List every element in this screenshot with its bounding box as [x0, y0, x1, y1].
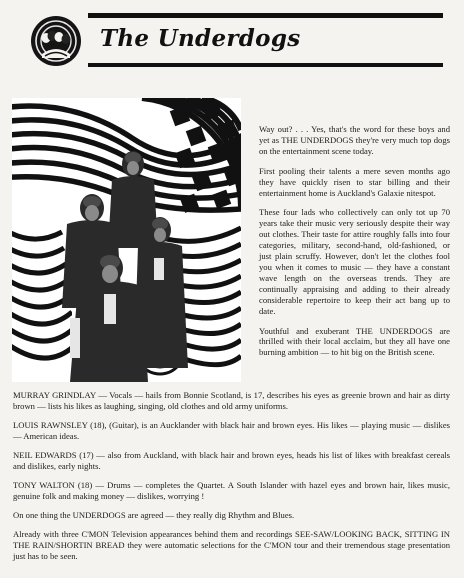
member-murray: MURRAY GRINDLAY — Vocals — hails from Bonnie Scotland, is 17, describes his eyes as greenie brown and hair as dirty brown — lists his likes as laughing, singing, old clothes and old army uniforms. — [13, 390, 450, 411]
intro-paragraph-4: Youthful and exuberant THE UNDERDOGS are thrilled with their local acclaim, but they all have one burning ambition — to hit big on the British scene. — [259, 325, 450, 358]
member-neil: NEIL EDWARDS (17) — also from Auckland, with black hair and brown eyes, heads his list of likes with breakfast cereals and dislikes, early nights. — [13, 450, 450, 471]
intro-paragraph-1: Way out? . . . Yes, that's the word for these boys and yet as THE UNDERDOGS they're very much top dogs on the entertainment scene today. — [259, 124, 450, 156]
closing-final: Already with three C'MON Television appearances behind them and recordings SEE-SAW/LOOKING BACK, SITTING IN THE RAIN/SHORTIN BREAD they were automatic selections for the C'MON tour and their tremendous stage presentation just has to be seen. — [13, 529, 450, 561]
member-louis: LOUIS RAWNSLEY (18), (Guitar), is an Aucklander with black hair and brown eyes. His likes — playing music — dislikes — American ideas. — [13, 420, 450, 441]
intro-paragraph-2: First pooling their talents a mere seven months ago they have quickly risen to star billing and their entertainment home is Auckland's Galaxie nitespot. — [259, 165, 450, 198]
closing-agree: On one thing the UNDERDOGS are agreed — they really dig Rhythm and Blues. — [13, 510, 295, 520]
intro-column — [259, 124, 450, 367]
members-section — [13, 390, 450, 570]
header-rule-top — [88, 13, 443, 18]
page-title: The Underdogs — [100, 25, 301, 52]
intro-paragraph-3: These four lads who collectively can only tot up 70 years take their music very seriously despite their way out clothes. Their taste for attire roughly falls into four categories, military, second-hand, old-fashioned, or just plain scruffy. However, don't let the clothes fool you when it comes to music — they have a constant wave length on the overseas trends. They are continually appraising and adding to their already considerable repertoire to keep their act bang up to date. — [259, 207, 450, 316]
member-tony: TONY WALTON (18) — Drums — completes the Quartet. A South Islander with hazel eyes and brown hair, likes music, genuine folk and making money — dislikes, worrying ! — [13, 480, 450, 501]
header-rule-bottom — [88, 63, 443, 67]
band-photo — [12, 98, 241, 382]
band-logo-icon — [31, 16, 81, 66]
